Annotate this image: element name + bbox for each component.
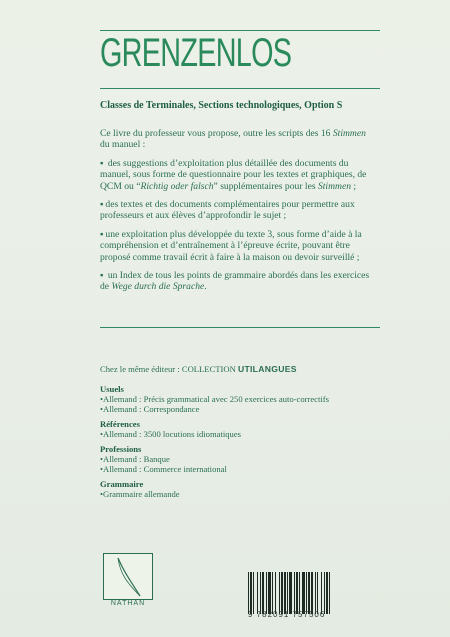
description-bullet-3: ▪ une exploitation plus développée du texte 3, sous forme d’aide à la compréhension et d’entraînement à l’épreuve écrite, pouvant être proposé comme travail écrit à faire à la maison ou devoir surveillé ; xyxy=(100,229,370,263)
collection-section-usuels: Usuels • Allemand : Précis grammatical avec 250 exercices auto-correctifs • Allemand : Correspondance xyxy=(100,384,370,414)
list-item: • Allemand : Correspondance xyxy=(100,404,370,414)
nathan-logo-icon xyxy=(103,553,153,600)
list-item: • Allemand : Banque xyxy=(100,454,370,464)
list-item: • Grammaire allemande xyxy=(100,489,370,499)
barcode-digits: 9 782091 757506 xyxy=(248,610,326,619)
description-intro: Ce livre du professeur vous propose, outre les scripts des 16 Stimmen du manuel : xyxy=(100,128,366,151)
publisher-name: NATHAN xyxy=(110,600,146,607)
publisher-collection xyxy=(100,364,370,504)
collection-section-references: Références • Allemand : 3500 locutions idiomatiques xyxy=(100,419,370,439)
nathan-logo xyxy=(103,553,153,609)
book-description xyxy=(100,128,370,300)
barcode-icon xyxy=(248,572,364,614)
book-subtitle: Classes de Terminales, Sections technologiques, Option S xyxy=(100,100,343,111)
description-bullet-2: ▪ des textes et des documents complémentaires pour permettre aux professeurs et aux élèves d’approfondir le sujet ; xyxy=(100,199,370,222)
collection-section-grammaire: Grammaire • Grammaire allemande xyxy=(100,479,370,499)
title-rule xyxy=(100,88,380,89)
description-bullet-1: ▪ des suggestions d’exploitation plus détaillée des documents du manuel, sous forme de questionnaire pour les textes et graphiques, de QCM ou “Richtig oder falsch” supplémentaires pour les Stimmen ; xyxy=(100,158,370,192)
section-rule xyxy=(100,327,380,328)
list-item: • Allemand : Commerce international xyxy=(100,464,370,474)
collection-section-professions: Professions • Allemand : Banque • Allemand : Commerce international xyxy=(100,444,370,474)
collection-heading: Chez le même éditeur : COLLECTION UTILANGUES xyxy=(100,364,297,374)
list-item: • Allemand : Précis grammatical avec 250 exercices auto-correctifs xyxy=(100,394,370,404)
list-item: • Allemand : 3500 locutions idiomatiques xyxy=(100,429,370,439)
description-bullet-4: ▪ un Index de tous les points de grammaire abordés dans les exercices de Wege durch die Sprache. xyxy=(100,270,370,293)
book-title: GRENZENLOS xyxy=(100,31,292,75)
